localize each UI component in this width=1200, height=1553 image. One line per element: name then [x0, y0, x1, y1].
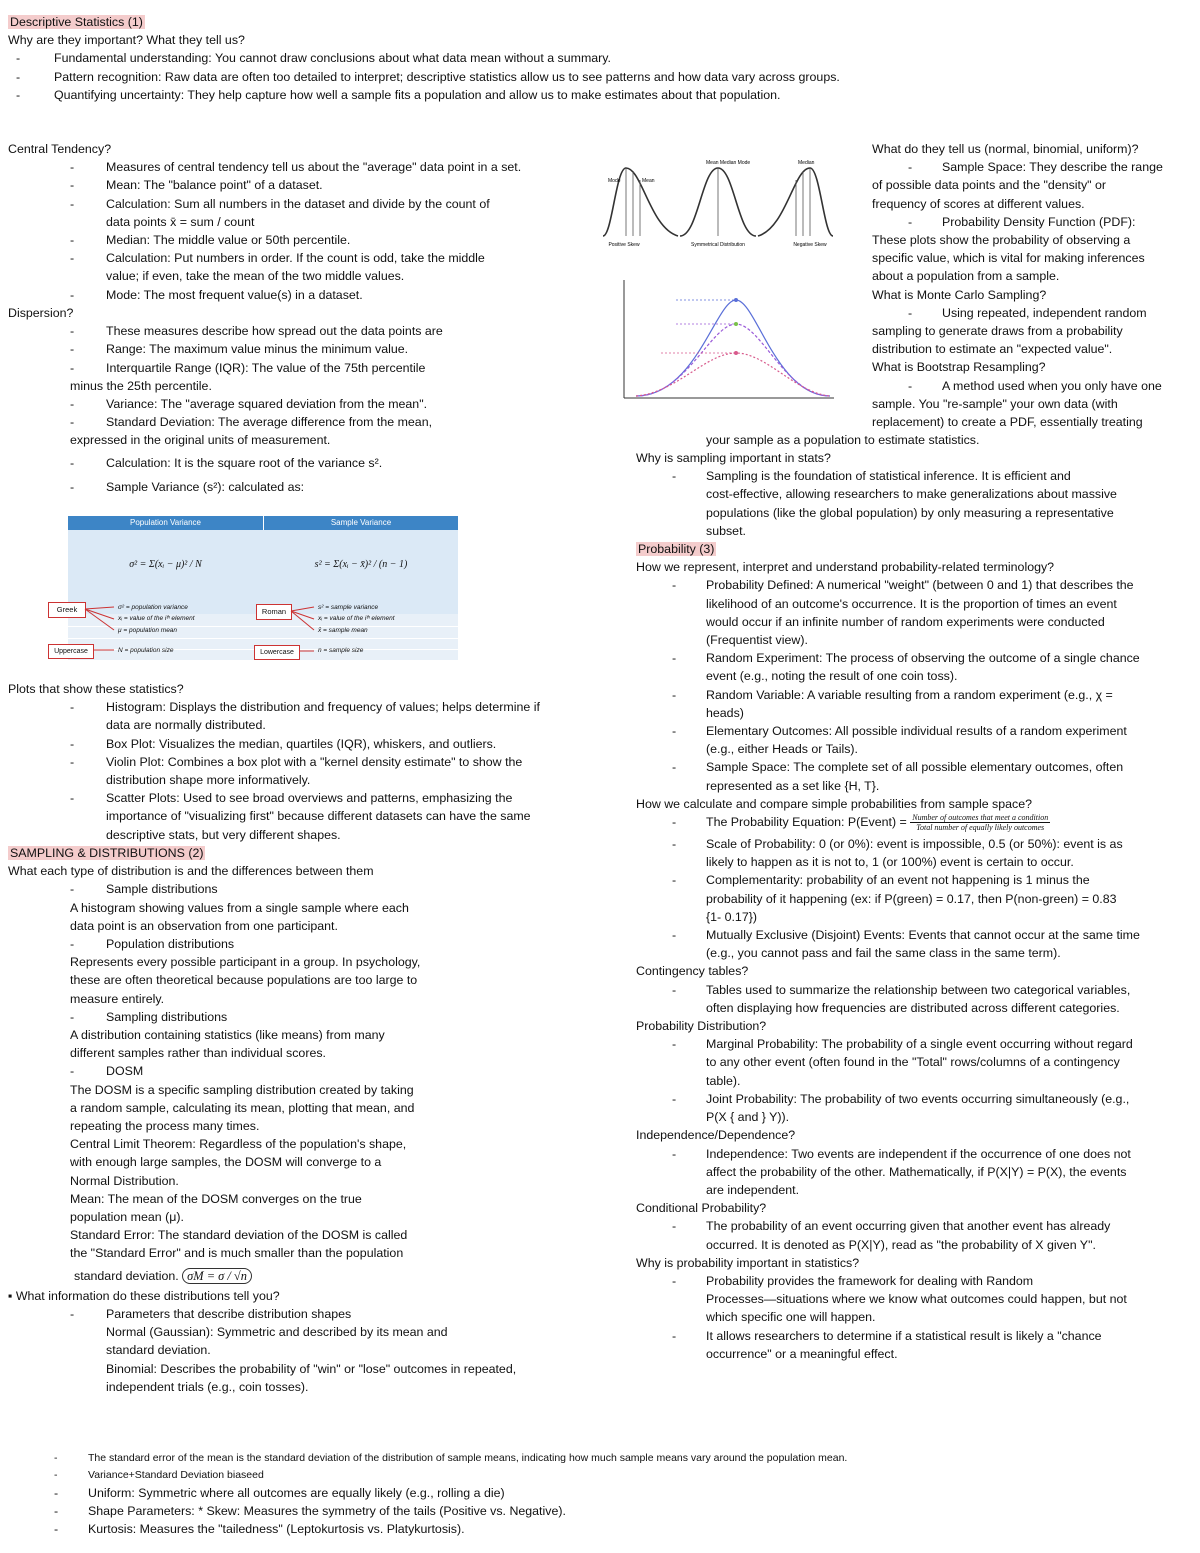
text-line: heads) [706, 705, 744, 720]
list-item: - Calculation: It is the square root of the variance s². [70, 455, 383, 470]
list-item: - DOSM [70, 1064, 144, 1079]
section-central-tendency [8, 140, 521, 304]
section-distribution-info [872, 140, 1192, 431]
question: Why is probability important in statistics? [636, 1255, 860, 1270]
legend-pop-2: xᵢ = value of the iᵗʰ element [118, 615, 195, 622]
legend-sample-4: n = sample size [318, 647, 364, 654]
eq-denominator: Total number of equally likely outcomes [916, 823, 1045, 833]
list-item: - Range: The maximum value minus the minimum value. [70, 342, 409, 357]
heading-plots: Plots that show these statistics? [8, 682, 184, 696]
variance-formula-table [48, 516, 460, 660]
list-item: - Tables used to summarize the relationship between two categorical variables, [672, 982, 1131, 997]
caption-positive: Positive Skew [608, 242, 640, 248]
heading-central-tendency: Central Tendency? [8, 142, 112, 156]
text-line: event (e.g., noting the result of one coin toss). [706, 669, 958, 684]
greek-label: Greek [48, 602, 86, 618]
heading-sampling: SAMPLING & DISTRIBUTIONS (2) [10, 846, 204, 860]
list-item-cont: value; if even, take the mean of the two middle values. [106, 269, 405, 284]
list-item: - Mode: The most frequent value(s) in a dataset. [70, 287, 363, 302]
text-line: populations (like the global population) by only measuring a representative [706, 505, 1114, 520]
text-line: would occur if an infinite number of random experiments were conducted [706, 614, 1105, 629]
list-item: - Measures of central tendency tell us about the "average" data point in a set. [70, 160, 522, 175]
lowercase-label: Lowercase [254, 645, 300, 660]
question: Independence/Dependence? [636, 1128, 796, 1143]
text-line: these are often theoretical because populations are too large to [70, 973, 418, 988]
list-item: - Variance+Standard Deviation biaseed [54, 1469, 264, 1481]
roman-label: Roman [256, 604, 292, 620]
list-item: - Calculation: Sum all numbers in the dataset and divide by the count of [70, 196, 490, 211]
list-item: - Variance: The "average squared deviation from the mean". [70, 397, 428, 412]
question: Probability Distribution? [636, 1019, 767, 1034]
info-question: ▪ What information do these distributions tell you? [8, 1288, 280, 1303]
text-line: distribution to estimate an "expected value". [872, 342, 1113, 357]
list-item: - Random Variable: A variable resulting from a random experiment (e.g., χ = [672, 687, 1113, 702]
text-line: often displaying how frequencies are distributed across different categories. [706, 1000, 1120, 1015]
text-line: affect the probability of the other. Mathematically, if P(X|Y) = P(X), the events [706, 1164, 1127, 1179]
text-line: likelihood of an outcome's occurrence. It is the proportion of times an event [706, 596, 1117, 611]
text-line: (e.g., you cannot pass and fail the same class in the same term). [706, 946, 1061, 961]
legend-sample-3: x̄ = sample mean [318, 627, 368, 634]
uppercase-label: Uppercase [48, 644, 94, 659]
legend-pop-4: N = population size [118, 647, 174, 654]
section-descriptive-stats [8, 13, 840, 104]
list-item: - It allows researchers to determine if a statistical result is likely a "chance [672, 1328, 1102, 1343]
list-item: - Histogram: Displays the distribution and frequency of values; helps determine if [70, 700, 540, 715]
list-item: - A method used when you only have one [908, 378, 1162, 393]
list-item: - Box Plot: Visualizes the median, quartiles (IQR), whiskers, and outliers. [70, 736, 497, 751]
skew-label-median: Median [798, 160, 815, 166]
list-item: - The standard error of the mean is the standard deviation of the distribution of sample means, indicating how much sample means vary around the population mean. [54, 1452, 848, 1464]
list-item: - Population distributions [70, 937, 235, 952]
population-variance-header: Population Variance [129, 518, 201, 527]
text-line: with enough large samples, the DOSM will converge to a [70, 1155, 382, 1170]
text-line: the "Standard Error" and is much smaller than the population [70, 1246, 404, 1261]
text-line: subset. [706, 523, 746, 538]
population-variance-formula: σ² = Σ(xᵢ − μ)² / N [129, 559, 202, 570]
list-item: - Random Experiment: The process of observing the outcome of a single chance [672, 651, 1140, 666]
list-item: - Mean: The "balance point" of a dataset. [70, 178, 323, 193]
section-plots [8, 680, 540, 844]
question: What is Monte Carlo Sampling? [872, 287, 1047, 302]
skew-distributions-figure [598, 158, 838, 254]
list-item: - Quantifying uncertainty: They help capture how well a sample fits a population and allow us to make estimates about that population. [16, 87, 781, 102]
question: Why is sampling important in stats? [636, 451, 831, 465]
list-item: - Median: The middle value or 50th percentile. [70, 233, 351, 248]
list-item-cont: importance of "visualizing first" because different datasets can have the same [106, 809, 531, 824]
list-item: - Independence: Two events are independent if the occurrence of one does not [672, 1146, 1131, 1161]
list-item-cont: distribution shape more informatively. [106, 773, 311, 788]
text-line: Standard Error: The standard deviation of the DOSM is called [70, 1228, 408, 1243]
text-line: occurred. It is denoted as P(X|Y), read as "the probability of X given Y". [706, 1237, 1096, 1252]
text-line: to any other event (often found in the "Total" rows/columns of a contingency [706, 1055, 1120, 1070]
text-line: (Frequentist view). [706, 633, 808, 648]
question: Conditional Probability? [636, 1201, 767, 1216]
list-item: - Fundamental understanding: You cannot draw conclusions about what data mean without a summary. [16, 51, 612, 66]
text-line: Represents every possible participant in a group. In psychology, [70, 955, 421, 970]
list-item: - Interquartile Range (IQR): The value of the 75th percentile [70, 360, 426, 375]
text-line: a random sample, calculating its mean, plotting that mean, and [70, 1100, 415, 1115]
text-line: table). [706, 1073, 741, 1088]
list-item: - Shape Parameters: * Skew: Measures the symmetry of the tails (Positive vs. Negative). [54, 1504, 566, 1519]
list-item-cont: descriptive stats, but very different shapes. [106, 827, 341, 842]
legend-sample-1: s² = sample variance [318, 604, 379, 611]
text-line: sampling to generate draws from a probability [872, 324, 1123, 339]
list-item-cont: data points x̄ = sum / count [106, 214, 255, 229]
text-line: {1- 0.17}) [706, 909, 757, 924]
text-line: Central Limit Theorem: Regardless of the population's shape, [70, 1137, 407, 1152]
text-line: repeating the process many times. [70, 1119, 260, 1134]
section-sampling [8, 844, 516, 1396]
list-item: - Elementary Outcomes: All possible individual results of a random experiment [672, 724, 1127, 739]
list-item-cont: data are normally distributed. [106, 718, 266, 733]
legend-pop-3: μ = population mean [118, 627, 178, 634]
connector-lines [48, 516, 460, 660]
skew-label-mode: Mode [608, 178, 621, 184]
list-item: - Using repeated, independent random [908, 305, 1147, 320]
text-line: represented as a set like {H, T}. [706, 778, 880, 793]
list-item: - These measures describe how spread out the data points are [70, 324, 443, 339]
text-line: cost-effective, allowing researchers to make generalizations about massive [706, 487, 1117, 502]
list-item-cont: expressed in the original units of measurement. [70, 433, 331, 448]
list-item: - Sampling distributions [70, 1009, 228, 1024]
list-item: - Probability provides the framework for dealing with Random [672, 1273, 1034, 1288]
text-line: Processes—situations where we know what outcomes could happen, but not [706, 1292, 1127, 1307]
skew-label-mean: Mean [642, 178, 655, 184]
question: Why are they important? What they tell us? [8, 33, 245, 48]
text-line: Mean: The mean of the DOSM converges on the true [70, 1191, 362, 1206]
list-item: - Probability Defined: A numerical "weight" (between 0 and 1) that describes the [672, 578, 1134, 593]
sample-variance-formula: s² = Σ(xᵢ − x̄)² / (n − 1) [314, 559, 408, 570]
question: What each type of distribution is and the differences between them [8, 864, 374, 879]
list-item-cont: minus the 25th percentile. [70, 378, 212, 393]
list-item: - Pattern recognition: Raw data are often too detailed to interpret; descriptive statistics allow us to see patterns and how data vary across groups. [16, 69, 840, 84]
question: How we calculate and compare simple probabilities from sample space? [636, 796, 1032, 811]
probability-equation: - The Probability Equation: P(Event) = $\frac{\text{Number of outcomes that meet a condition}}{\text{Total number of equally likely outcomes}}$ [672, 813, 1049, 833]
list-item: - Violin Plot: Combines a box plot with a "kernel density estimate" to show the [70, 754, 523, 769]
text-line: different samples rather than individual scores. [70, 1046, 326, 1061]
text-line: (e.g., either Heads or Tails). [706, 742, 858, 757]
legend-sample-2: xᵢ = value of the iᵗʰ element [318, 615, 395, 622]
text-line: Normal Distribution. [70, 1173, 179, 1188]
text-line: measure entirely. [70, 991, 165, 1006]
list-item: - Complementarity: probability of an event not happening is 1 minus the [672, 873, 1090, 888]
sample-variance-header: Sample Variance [330, 518, 392, 527]
text-line: frequency of scores at different values. [872, 196, 1085, 211]
heading-probability: Probability (3) [638, 542, 715, 556]
list-item: - Probability Density Function (PDF): [908, 214, 1136, 229]
caption-symmetric: Symmetrical Distribution [691, 242, 745, 248]
list-item: - Sample Space: The complete set of all possible elementary outcomes, often [672, 760, 1124, 775]
question: What is Bootstrap Resampling? [872, 360, 1046, 375]
list-item: - Calculation: Put numbers in order. If the count is odd, take the middle [70, 251, 485, 266]
skew-label-center: Mean Median Mode [706, 160, 751, 166]
text-line: standard deviation. σM = σ / √n [8, 1267, 516, 1285]
list-item: - Sampling is the foundation of statistical inference. It is efficient and [672, 469, 1071, 484]
list-item: - Sample Variance (s²): calculated as: [70, 479, 305, 494]
list-item: - Mutually Exclusive (Disjoint) Events: Events that cannot occur at the same time [672, 928, 1140, 943]
list-item: - Kurtosis: Measures the "tailedness" (Leptokurtosis vs. Platykurtosis). [54, 1522, 465, 1537]
text-line: specific value, which is vital for making inferences [872, 251, 1145, 266]
text-line: Binomial: Describes the probability of "win" or "lose" outcomes in repeated, [106, 1361, 517, 1376]
skew-curves [598, 158, 838, 254]
caption-negative: Negative Skew [793, 242, 827, 248]
list-item: - Sample Space: They describe the range [908, 160, 1163, 175]
question: What do they tell us (normal, binomial, uniform)? [872, 142, 1139, 156]
text-line: These plots show the probability of observing a [872, 233, 1131, 248]
heading-dispersion: Dispersion? [8, 306, 74, 320]
text-line: data point is an observation from one participant. [70, 918, 338, 933]
list-item: - Scale of Probability: 0 (or 0%): event is impossible, 0.5 (or 50%): event is as [672, 837, 1123, 852]
list-item: - Marginal Probability: The probability of a single event occurring without regard [672, 1037, 1133, 1052]
footer-notes [8, 1450, 847, 1539]
list-item: - Scatter Plots: Used to see broad overviews and patterns, emphasizing the [70, 791, 513, 806]
text-line: your sample as a population to estimate statistics. [706, 433, 980, 447]
list-item: - Joint Probability: The probability of two events occurring simultaneously (e.g., [672, 1091, 1130, 1106]
section-probability [636, 540, 1140, 1363]
section-why-sampling [636, 449, 1117, 540]
text-line: P(X { and } Y)). [706, 1110, 790, 1125]
text-line: population mean (μ). [70, 1210, 184, 1225]
text-line: occurrence" or a meaningful effect. [706, 1346, 898, 1361]
list-item: - Parameters that describe distribution shapes [70, 1307, 352, 1322]
text-line: independent trials (e.g., coin tosses). [106, 1379, 309, 1394]
normal-curves-figure [616, 278, 836, 406]
list-item: - The probability of an event occurring given that another event has already [672, 1219, 1111, 1234]
text-line: The DOSM is a specific sampling distribution created by taking [70, 1082, 414, 1097]
text-line: sample. You "re-sample" your own data (with [872, 396, 1118, 411]
normal-curves [616, 278, 836, 406]
legend-pop-1: σ² = population variance [118, 604, 188, 611]
question: How we represent, interpret and understand probability-related terminology? [636, 560, 1055, 575]
eq-numerator: Number of outcomes that meet a condition [912, 813, 1049, 823]
text-line: A histogram showing values from a single sample where each [70, 900, 409, 915]
text-line: standard deviation. [106, 1343, 211, 1358]
text-line: replacement) to create a PDF, essentially treating [872, 415, 1143, 430]
text-line: A distribution containing statistics (like means) from many [70, 1028, 385, 1043]
text-line: likely to happen as it is not to, 1 (or 100%) event is certain to occur. [706, 855, 1074, 870]
heading-descriptive-stats: Descriptive Statistics (1) [10, 15, 143, 29]
list-item: - Sample distributions [70, 882, 218, 897]
standard-error-formula: σM = σ / √n [182, 1268, 252, 1284]
text-line: probability of it happening (ex: if P(green) = 0.17, then P(non-green) = 0.83 [706, 891, 1117, 906]
text-line: about a population from a sample. [872, 269, 1060, 284]
list-item: - Uniform: Symmetric where all outcomes are equally likely (e.g., rolling a die) [54, 1486, 505, 1500]
question: Contingency tables? [636, 964, 749, 979]
section-dispersion [8, 304, 443, 496]
text-line: are independent. [706, 1182, 800, 1197]
text-line: of possible data points and the "density" or [872, 178, 1107, 193]
text-line: Normal (Gaussian): Symmetric and described by its mean and [106, 1325, 448, 1340]
list-item: - Standard Deviation: The average difference from the mean, [70, 415, 433, 430]
text-line: which specific one will happen. [706, 1310, 876, 1325]
